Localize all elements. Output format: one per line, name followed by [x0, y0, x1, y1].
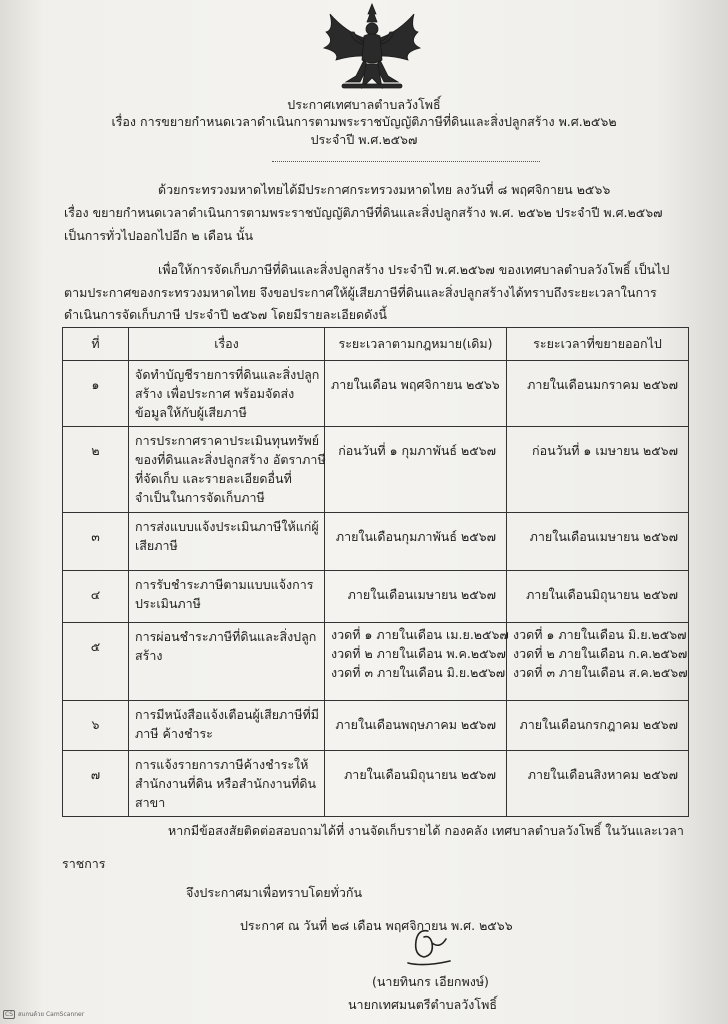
row-extended-period — [507, 571, 689, 623]
row-subject — [129, 513, 325, 571]
row-number: ๕ — [63, 623, 129, 701]
signer-name: (นายทินกร เอียกพงษ์) — [372, 974, 489, 989]
handwritten-signature-icon — [388, 925, 458, 971]
subject-line: ของที่ดินและสิ่งปลูกสร้าง อัตราภาษี — [135, 452, 326, 467]
installment-line: งวดที่ ๑ ภายในเดือน มิ.ย.๒๕๖๗ — [513, 627, 687, 642]
intro-line-1: ด้วยกระทรวงมหาดไทยได้มีประกาศกระทรวงมหาดไทย ลงวันที่ ๘ พฤศจิกายน ๒๕๖๖ — [158, 182, 611, 197]
table-row — [63, 751, 689, 817]
subject-line: ประเมินภาษี — [135, 596, 201, 611]
row-extended-period — [507, 427, 689, 513]
row-number: ๗ — [63, 751, 129, 817]
signer-title: นายกเทศมนตรีตำบลวังโพธิ์ — [348, 997, 497, 1012]
original-period-line: ก่อนวันที่ ๑ กุมภาพันธ์ ๒๕๖๗ — [338, 443, 496, 458]
schedule-table — [62, 327, 689, 817]
subject-line: การรับชำระภาษีตามแบบแจ้งการ — [135, 577, 314, 592]
row-original-period — [325, 701, 507, 751]
row-subject — [129, 427, 325, 513]
row-extended-period — [507, 623, 689, 701]
subject-line: จำเป็นในการจัดเก็บภาษี — [135, 490, 265, 505]
row-number: ๓ — [63, 513, 129, 571]
table-row — [63, 361, 689, 427]
installment-line: งวดที่ ๓ ภายในเดือน ส.ค.๒๕๖๗ — [513, 665, 688, 680]
row-original-period — [325, 623, 507, 701]
installment-line: งวดที่ ๒ ภายในเดือน ก.ค.๒๕๖๗ — [513, 646, 688, 661]
subject-line: การแจ้งรายการภาษีค้างชำระให้ — [135, 757, 309, 772]
installment-line: งวดที่ ๓ ภายในเดือน มิ.ย.๒๕๖๗ — [331, 665, 506, 680]
row-original-period — [325, 361, 507, 427]
extended-period-line: ภายในเดือนมกราคม ๒๕๖๗ — [527, 377, 678, 392]
row-original-period — [325, 751, 507, 817]
table-row — [63, 513, 689, 571]
announcement-subject: เรื่อง การขยายกำหนดเวลาดำเนินการตามพระราชบัญญัติภาษีที่ดินและสิ่งปลูกสร้าง พ.ศ.๒๕๖๒ — [111, 114, 617, 129]
intro-line-3: เป็นการทั่วไปออกไปอีก ๒ เดือน นั้น — [64, 228, 254, 243]
intro-line-2: เรื่อง ขยายกำหนดเวลาดำเนินการตามพระราชบัญญัติภาษีที่ดินและสิ่งปลูกสร้าง พ.ศ. ๒๕๖๒ ประจำปี พ.ศ.๒๕๖๗ — [64, 205, 663, 220]
original-period-line: ภายในเดือนพฤษภาคม ๒๕๖๗ — [335, 717, 496, 732]
subject-line: การมีหนังสือแจ้งเตือนผู้เสียภาษีที่มี — [135, 707, 320, 722]
subject-line: ที่จัดเก็บ และรายละเอียดอื่นที่ — [135, 471, 292, 486]
contact-line-1: หากมีข้อสงสัยติดต่อสอบถามได้ที่ งานจัดเก็บรายได้ กองคลัง เทศบาลตำบลวังโพธิ์ ในวันและเวลา — [168, 823, 684, 838]
table-header-row — [63, 328, 689, 361]
table-row — [63, 427, 689, 513]
contact-line-2: ราชการ — [62, 856, 106, 871]
original-period-line: ภายในเดือน พฤศจิกายน ๒๕๖๖ — [331, 377, 500, 392]
row-subject — [129, 361, 325, 427]
subject-line: สาขา — [135, 795, 166, 810]
header-number: ที่ — [63, 328, 129, 361]
row-extended-period — [507, 513, 689, 571]
table-row — [63, 623, 689, 701]
row-extended-period — [507, 361, 689, 427]
announce-line: จึงประกาศมาเพื่อทราบโดยทั่วกัน — [186, 885, 363, 900]
announcement-year: ประจำปี พ.ศ.๒๕๖๗ — [310, 132, 418, 147]
purpose-line-3: ดำเนินการจัดเก็บภาษี ประจำปี ๒๕๖๗ โดยมีรายละเอียดดังนี้ — [64, 307, 387, 322]
subject-line: สำนักงานที่ดิน หรือสำนักงานที่ดิน — [135, 776, 317, 791]
row-original-period — [325, 427, 507, 513]
scanner-text: สแกนด้วย CamScanner — [18, 1011, 85, 1018]
row-subject — [129, 701, 325, 751]
row-extended-period — [507, 701, 689, 751]
header-original-period: ระยะเวลาตามกฎหมาย(เดิม) — [325, 328, 507, 361]
purpose-line-2: ตามประกาศของกระทรวงมหาดไทย จึงขอประกาศให้ผู้เสียภาษีที่ดินและสิ่งปลูกสร้างได้ทราบถึงระยะเวลาในการ — [64, 285, 657, 300]
installment-line: งวดที่ ๑ ภายในเดือน เม.ย.๒๕๖๗ — [331, 627, 509, 642]
row-number: ๔ — [63, 571, 129, 623]
row-subject — [129, 623, 325, 701]
dotted-divider — [272, 161, 540, 162]
row-original-period — [325, 513, 507, 571]
original-period-line: ภายในเดือนเมษายน ๒๕๖๗ — [347, 587, 496, 602]
subject-line: สร้าง — [135, 648, 163, 663]
camscanner-icon: CS — [5, 1011, 13, 1018]
row-original-period — [325, 571, 507, 623]
extended-period-line: ภายในเดือนมิถุนายน ๒๕๖๗ — [526, 587, 678, 602]
installment-line: งวดที่ ๒ ภายในเดือน พ.ค.๒๕๖๗ — [331, 646, 506, 661]
header-extended-period: ระยะเวลาที่ขยายออกไป — [507, 328, 689, 361]
subject-line: ข้อมูลให้กับผู้เสียภาษี — [135, 405, 247, 420]
subject-line: การส่งแบบแจ้งประเมินภาษีให้แก่ผู้ — [135, 519, 319, 534]
purpose-line-1: เพื่อให้การจัดเก็บภาษีที่ดินและสิ่งปลูกสร้าง ประจำปี พ.ศ.๒๕๖๗ ของเทศบาลตำบลวังโพธิ์ เป็นไป — [158, 262, 670, 277]
row-number: ๖ — [63, 701, 129, 751]
extended-period-line: ภายในเดือนกรกฎาคม ๒๕๖๗ — [519, 717, 678, 732]
table-row — [63, 571, 689, 623]
subject-line: สร้าง เพื่อประกาศ พร้อมจัดส่ง — [135, 386, 295, 401]
header-subject: เรื่อง — [129, 328, 325, 361]
scanner-watermark — [3, 1009, 84, 1019]
subject-line: จัดทำบัญชีรายการที่ดินและสิ่งปลูก — [135, 367, 320, 382]
subject-line: การประกาศราคาประเมินทุนทรัพย์ — [135, 433, 320, 448]
extended-period-line: ภายในเดือนสิงหาคม ๒๕๖๗ — [527, 767, 678, 782]
row-number: ๑ — [63, 361, 129, 427]
subject-line: การผ่อนชำระภาษีที่ดินและสิ่งปลูก — [135, 629, 317, 644]
subject-line: ภาษี ค้างชำระ — [135, 726, 213, 741]
row-extended-period — [507, 751, 689, 817]
extended-period-line: ภายในเดือนเมษายน ๒๕๖๗ — [529, 529, 678, 544]
announcement-title: ประกาศเทศบาลตำบลวังโพธิ์ — [287, 97, 441, 112]
row-subject — [129, 751, 325, 817]
subject-line: เสียภาษี — [135, 538, 178, 553]
extended-period-line: ก่อนวันที่ ๑ เมษายน ๒๕๖๗ — [532, 443, 678, 458]
row-subject — [129, 571, 325, 623]
announce-date: ประกาศ ณ วันที่ ๒๘ เดือน พฤศจิกายน พ.ศ. ๒๕๖๖ — [240, 918, 513, 933]
row-number: ๒ — [63, 427, 129, 513]
original-period-line: ภายในเดือนมิถุนายน ๒๕๖๗ — [344, 767, 496, 782]
garuda-emblem-icon — [316, 2, 428, 94]
table-row — [63, 701, 689, 751]
original-period-line: ภายในเดือนกุมภาพันธ์ ๒๕๖๗ — [335, 529, 496, 544]
